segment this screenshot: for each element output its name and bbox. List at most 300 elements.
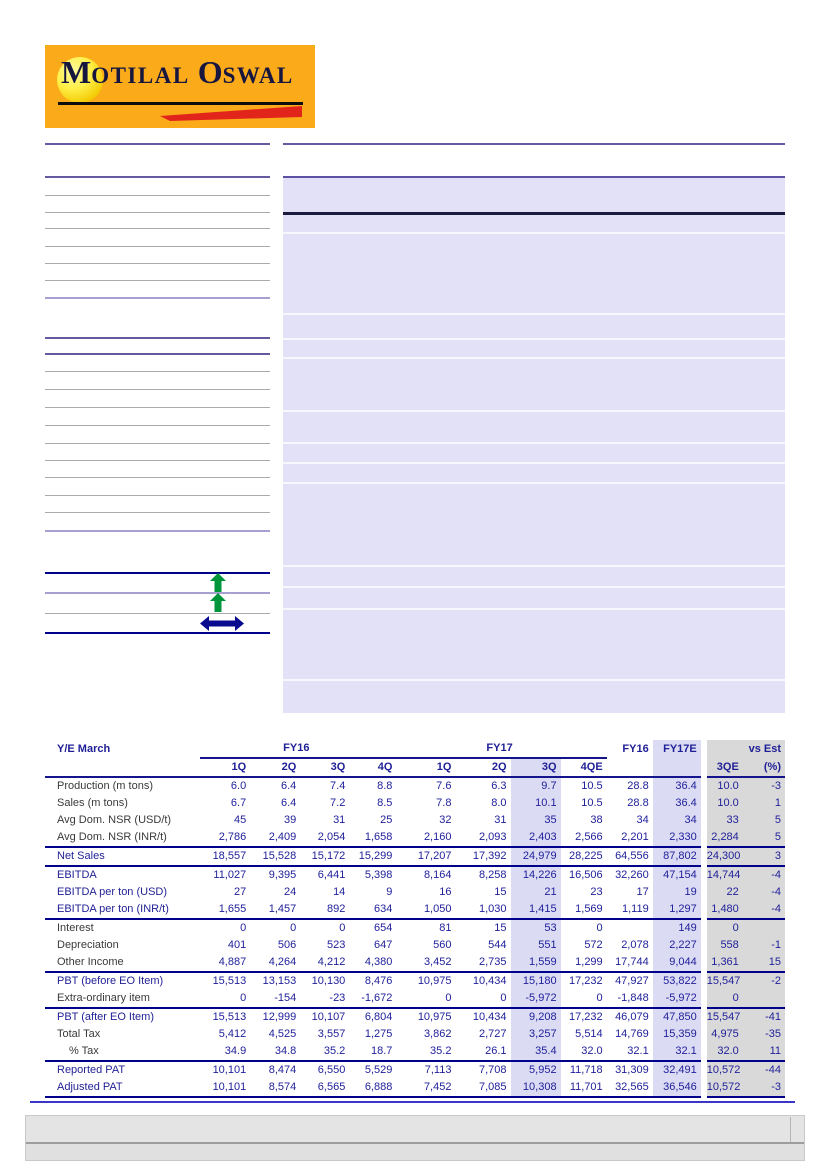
cell-value: 10.5: [581, 780, 603, 792]
placeholder-line: [45, 280, 270, 281]
panel-divider: [283, 608, 785, 610]
placeholder-line: [45, 530, 270, 532]
cell-value: 0: [596, 922, 603, 934]
cell-value: 892: [300, 901, 349, 919]
cell-value: 2,093: [455, 829, 510, 847]
cell-value: 1,030: [455, 901, 510, 919]
panel-divider: [283, 357, 785, 359]
cell-value: 7,085: [455, 1079, 510, 1097]
table-row: [45, 884, 785, 901]
fy16-annual-header: FY16: [622, 742, 649, 755]
cell-value: 32,260: [615, 869, 649, 881]
cell-value: 14: [333, 886, 346, 898]
table-row: [45, 866, 785, 884]
cell-value: 15,359: [653, 1026, 701, 1043]
cell-value: 2,054: [300, 829, 349, 847]
footer-bar-notch: [790, 1117, 791, 1142]
cell-value: 10.0: [707, 795, 743, 812]
cell-value: 1,297: [653, 901, 701, 919]
cell-value: 8.8: [377, 780, 393, 792]
placeholder-line: [45, 495, 270, 496]
cell-value: 14,769: [615, 1028, 649, 1040]
cell-value: 0: [240, 922, 247, 934]
cell-value: -1: [743, 937, 785, 954]
cell-value: 31: [494, 814, 507, 826]
table-row: [45, 1043, 785, 1061]
table-row: [45, 1026, 785, 1043]
cell-value: 4,887: [200, 954, 250, 972]
cell-value: 0: [707, 990, 743, 1008]
cell-value: 560: [433, 939, 452, 951]
cell-value: 32.1: [653, 1043, 701, 1061]
cell-value: 24,979: [511, 847, 561, 866]
cell-value: 7,708: [479, 1064, 507, 1076]
cell-value: 81: [439, 922, 452, 934]
placeholder-line: [283, 143, 785, 145]
cell-value: 544: [488, 939, 507, 951]
cell-value: 28.8: [627, 780, 649, 792]
quarterly-results-table: [45, 740, 785, 1098]
cell-value: 10,130: [311, 975, 346, 987]
indicator-table-top-line: [45, 572, 270, 574]
panel-divider: [283, 410, 785, 412]
cell-value: -5,972: [511, 990, 561, 1008]
cell-value: 4,212: [300, 954, 349, 972]
cell-value: 35.2: [396, 1043, 455, 1061]
cell-value: 32.0: [707, 1043, 743, 1061]
panel-divider: [283, 313, 785, 315]
placeholder-line: [45, 297, 270, 299]
cell-value: 10,434: [472, 1011, 507, 1023]
cell-value: 6,565: [300, 1079, 349, 1097]
cell-value: 10.1: [511, 795, 561, 812]
cell-value: 7,113: [424, 1064, 452, 1076]
est-pct-header: (%): [743, 758, 785, 777]
cell-value: 1,275: [364, 1028, 393, 1040]
table-row: [45, 777, 785, 795]
cell-value: 0: [200, 990, 250, 1008]
cell-value: 5: [743, 812, 785, 829]
cell-value: 10,107: [311, 1011, 346, 1023]
cell-value: 15,547: [707, 972, 743, 990]
cell-value: -23: [300, 990, 349, 1008]
quarter-header: 3Q: [300, 758, 349, 777]
cell-value: 2,160: [396, 829, 455, 847]
panel-divider: [283, 462, 785, 464]
table-row: [45, 847, 785, 866]
logo-letter-m: M: [61, 54, 92, 90]
cell-value: 1,050: [396, 901, 455, 919]
cell-value: 0: [290, 922, 297, 934]
footer-rule-line: [30, 1101, 795, 1103]
panel-divider-dark: [283, 212, 785, 215]
cell-value: 15,172: [300, 847, 349, 866]
cell-value: 523: [326, 939, 346, 951]
logo-text-swal: SWAL: [222, 63, 294, 88]
cell-value: 19: [653, 884, 701, 901]
cell-value: 32,491: [653, 1061, 701, 1079]
cell-value: 17,207: [396, 847, 455, 866]
cell-value: 0: [339, 922, 346, 934]
cell-value: 7,452: [396, 1079, 455, 1097]
placeholder-line: [45, 477, 270, 478]
cell-value: 8,476: [364, 975, 393, 987]
cell-value: -35: [743, 1026, 785, 1043]
quarter-header: 1Q: [396, 758, 455, 777]
logo-underline: [58, 102, 303, 105]
cell-value: 2,201: [607, 829, 653, 847]
row-label: % Tax: [45, 1043, 200, 1061]
placeholder-line: [45, 337, 270, 339]
cell-value: 5,398: [364, 869, 393, 881]
empty-header-cell: [607, 758, 653, 777]
cell-value: 2,403: [511, 829, 561, 847]
cell-value: 1,569: [561, 901, 607, 919]
cell-value: 1,658: [349, 829, 396, 847]
cell-value: 3,257: [511, 1026, 561, 1043]
placeholder-line: [45, 613, 270, 614]
row-label: Other Income: [45, 954, 200, 972]
cell-value: 15: [494, 922, 507, 934]
row-label: EBITDA: [57, 869, 97, 881]
fy17e-header: FY17E: [653, 740, 701, 758]
cell-value: 551: [511, 937, 561, 954]
cell-value: 10,975: [417, 1011, 452, 1023]
row-label: Total Tax: [57, 1028, 101, 1040]
cell-value: -4: [743, 901, 785, 919]
cell-value: 6,441: [317, 869, 346, 881]
cell-value: 9,044: [653, 954, 701, 972]
cell-value: 7.2: [330, 797, 346, 809]
cell-value: 558: [707, 937, 743, 954]
cell-value: 15,180: [511, 972, 561, 990]
row-label: EBITDA per ton (USD): [57, 886, 168, 898]
cell-value: 15,547: [707, 1008, 743, 1026]
cell-value: 1,480: [707, 901, 743, 919]
cell-value: 24: [284, 886, 297, 898]
cell-value: 1,299: [561, 954, 607, 972]
cell-value: 7.8: [436, 797, 452, 809]
cell-value: 3: [743, 847, 785, 866]
logo-letter-o: O: [197, 54, 223, 90]
cell-value: 1,655: [200, 901, 250, 919]
row-label: PBT (after EO Item): [57, 1011, 154, 1023]
cell-value: 2,727: [479, 1028, 507, 1040]
cell-value: -1,672: [349, 990, 396, 1008]
cell-value: [743, 990, 785, 1008]
indicator-table-bottom-line: [45, 632, 270, 634]
cell-value: 24,300: [707, 847, 743, 866]
cell-value: -3: [743, 1079, 785, 1097]
row-label: Extra-ordinary item: [45, 990, 200, 1008]
table-row: [45, 954, 785, 972]
cell-value: 6.4: [280, 780, 297, 792]
cell-value: 8,258: [479, 869, 507, 881]
cell-value: 27: [233, 886, 247, 898]
table-row: [45, 829, 785, 847]
row-label: Net Sales: [45, 847, 200, 866]
table-header-row-groups: [45, 740, 785, 758]
row-label: Sales (m tons): [57, 797, 128, 809]
placeholder-line: [45, 212, 270, 213]
cell-value: 9,395: [268, 869, 297, 881]
cell-value: 1,119: [607, 901, 653, 919]
placeholder-line: [45, 176, 270, 178]
placeholder-line: [45, 512, 270, 513]
row-label: Avg Dom. NSR (INR/t): [45, 829, 200, 847]
cell-value: -154: [250, 990, 300, 1008]
cell-value: 4,525: [268, 1028, 297, 1040]
cell-value: 15: [494, 886, 507, 898]
cell-value: 4,975: [707, 1026, 743, 1043]
placeholder-line: [45, 143, 270, 145]
ye-march-header: Y/E March: [57, 742, 111, 755]
cell-value: 46,079: [615, 1011, 649, 1023]
cell-value: 16,506: [569, 869, 603, 881]
empty-header-cell: [45, 758, 200, 777]
cell-value: 3,557: [317, 1028, 346, 1040]
cell-value: 6,804: [364, 1011, 393, 1023]
cell-value: 34.9: [200, 1043, 250, 1061]
placeholder-line: [45, 371, 270, 372]
cell-value: 87,802: [653, 847, 701, 866]
row-label: Reported PAT: [57, 1064, 126, 1076]
logo-wordmark: [61, 54, 294, 91]
cell-value: 32: [439, 814, 452, 826]
placeholder-line: [45, 228, 270, 229]
motilal-oswal-logo: [45, 45, 315, 128]
cell-value: 39: [284, 814, 297, 826]
footer-bar-lower: [26, 1144, 804, 1160]
cell-value: 15,513: [212, 975, 247, 987]
cell-value: 7.4: [330, 780, 346, 792]
placeholder-line: [45, 460, 270, 461]
placeholder-line: [45, 592, 270, 594]
table-row: [45, 1079, 785, 1097]
cell-value: 8.0: [491, 797, 507, 809]
cell-value: 2,078: [621, 939, 649, 951]
cell-value: -41: [743, 1008, 785, 1026]
cell-value: 32,565: [607, 1079, 653, 1097]
table-row: [45, 901, 785, 919]
cell-value: -4: [743, 884, 785, 901]
cell-value: 14,744: [707, 866, 743, 884]
footer-bar: [25, 1115, 805, 1161]
row-label: EBITDA per ton (INR/t): [45, 901, 200, 919]
cell-value: 17,232: [569, 975, 603, 987]
cell-value: 28.8: [627, 797, 649, 809]
cell-value: 21: [511, 884, 561, 901]
cell-value: 32.0: [561, 1043, 607, 1061]
cell-value: 0: [707, 919, 743, 937]
cell-value: -1,848: [607, 990, 653, 1008]
cell-value: 11,701: [561, 1079, 607, 1097]
cell-value: 6.4: [280, 797, 297, 809]
cell-value: 3,862: [423, 1028, 452, 1040]
cell-value: 53: [511, 919, 561, 937]
quarter-header: 4QE: [561, 758, 607, 777]
cell-value: 634: [349, 901, 396, 919]
cell-value: 8,474: [268, 1064, 297, 1076]
placeholder-line: [45, 353, 270, 355]
cell-value: 1,457: [250, 901, 300, 919]
cell-value: 15,299: [349, 847, 396, 866]
panel-divider: [283, 679, 785, 681]
cell-value: -4: [743, 866, 785, 884]
cell-value: [743, 919, 785, 937]
cell-value: 36.4: [653, 795, 701, 812]
cell-value: 47,927: [615, 975, 649, 987]
cell-value: 2,735: [455, 954, 510, 972]
cell-value: 17,392: [455, 847, 510, 866]
fy16-group-header: FY16: [200, 740, 396, 758]
cell-value: 11,027: [213, 869, 247, 881]
cell-value: 11: [743, 1043, 785, 1061]
fy17-group-header: FY17: [396, 740, 606, 758]
table-row: [45, 1008, 785, 1026]
cell-value: 14,226: [511, 866, 561, 884]
cell-value: 8,164: [423, 869, 452, 881]
cell-value: 2,566: [561, 829, 607, 847]
cell-value: 8,574: [250, 1079, 300, 1097]
panel-divider: [283, 338, 785, 340]
cell-value: 11,718: [569, 1064, 603, 1076]
cell-value: 8.5: [377, 797, 393, 809]
horizontal-double-arrow-icon: [200, 616, 244, 631]
cell-value: 10.5: [581, 797, 603, 809]
cell-value: 45: [233, 814, 247, 826]
cell-value: 5: [743, 829, 785, 847]
placeholder-line: [45, 443, 270, 444]
cell-value: 35.4: [511, 1043, 561, 1061]
placeholder-line: [45, 263, 270, 264]
table-row: [45, 937, 785, 954]
cell-value: 149: [653, 919, 701, 937]
row-label: Avg Dom. NSR (USD/t): [57, 814, 172, 826]
cell-value: 506: [277, 939, 297, 951]
quarter-header: 1Q: [200, 758, 250, 777]
cell-value: -3: [743, 777, 785, 795]
cell-value: 2,284: [707, 829, 743, 847]
cell-value: 15: [743, 954, 785, 972]
cell-value: 0: [455, 990, 510, 1008]
cell-value: 23: [590, 886, 603, 898]
cell-value: 33: [707, 812, 743, 829]
cell-value: 10.0: [707, 777, 743, 795]
cell-value: 0: [561, 990, 607, 1008]
cell-value: 12,999: [262, 1011, 297, 1023]
cell-value: -44: [743, 1061, 785, 1079]
cell-value: 2,330: [653, 829, 701, 847]
panel-divider: [283, 482, 785, 484]
row-label: Interest: [57, 922, 94, 934]
cell-value: 9,208: [511, 1008, 561, 1026]
logo-text-otilal: OTILAL: [91, 63, 190, 88]
vs-est-header: vs Est: [707, 740, 785, 758]
cell-value: 9.7: [511, 777, 561, 795]
cell-value: 18.7: [349, 1043, 396, 1061]
cell-value: 13,153: [262, 975, 297, 987]
placeholder-line: [45, 407, 270, 408]
panel-divider: [283, 442, 785, 444]
cell-value: 9: [386, 886, 393, 898]
cell-value: 10,434: [472, 975, 507, 987]
cell-value: 6.7: [230, 797, 247, 809]
table-row: [45, 972, 785, 990]
cell-value: 5,952: [511, 1061, 561, 1079]
cell-value: 10,101: [200, 1079, 250, 1097]
panel-divider: [283, 565, 785, 567]
cell-value: 4,264: [250, 954, 300, 972]
panel-divider: [283, 232, 785, 234]
cell-value: 10,101: [212, 1064, 247, 1076]
cell-value: 1: [743, 795, 785, 812]
row-label: Production (m tons): [57, 780, 153, 792]
cell-value: 16: [439, 886, 452, 898]
cell-value: 1,361: [707, 954, 743, 972]
cell-value: 0: [396, 990, 455, 1008]
cell-value: -2: [743, 972, 785, 990]
cell-value: 34: [636, 814, 649, 826]
cell-value: 10,308: [511, 1079, 561, 1097]
cell-value: 6,550: [317, 1064, 346, 1076]
est-quarter-header: 3QE: [707, 758, 743, 777]
cell-value: 572: [584, 939, 603, 951]
cell-value: 5,529: [364, 1064, 393, 1076]
cell-value: 6.3: [491, 780, 507, 792]
cell-value: 10,975: [417, 975, 452, 987]
cell-value: 22: [707, 884, 743, 901]
panel-divider: [283, 586, 785, 588]
cell-value: 6,888: [349, 1079, 396, 1097]
cell-value: 6.0: [230, 780, 247, 792]
cell-value: 36,546: [653, 1079, 701, 1097]
quarter-header: 2Q: [250, 758, 300, 777]
placeholder-line: [45, 195, 270, 196]
cell-value: 15,513: [212, 1011, 247, 1023]
cell-value: 5,412: [218, 1028, 247, 1040]
cell-value: 18,557: [200, 847, 250, 866]
cell-value: 3,452: [396, 954, 455, 972]
cell-value: [607, 919, 653, 937]
cell-value: 64,556: [607, 847, 653, 866]
cell-value: 1,559: [511, 954, 561, 972]
cell-value: 32.1: [607, 1043, 653, 1061]
cell-value: 34.8: [250, 1043, 300, 1061]
cell-value: 17,744: [607, 954, 653, 972]
cell-value: 36.4: [653, 777, 701, 795]
placeholder-line: [45, 389, 270, 390]
table-row: [45, 919, 785, 937]
cell-value: 35.2: [300, 1043, 349, 1061]
cell-value: 2,409: [250, 829, 300, 847]
logo-red-swoosh-icon: [160, 106, 302, 122]
cell-value: 7.6: [436, 780, 452, 792]
table-row: [45, 795, 785, 812]
cell-value: 26.1: [455, 1043, 510, 1061]
cell-value: 34: [653, 812, 701, 829]
cell-value: 1,415: [511, 901, 561, 919]
cell-value: 15,528: [250, 847, 300, 866]
row-label: Adjusted PAT: [45, 1079, 200, 1097]
cell-value: 2,786: [200, 829, 250, 847]
cell-value: 654: [374, 922, 393, 934]
cell-value: 47,850: [653, 1008, 701, 1026]
cell-value: 2,227: [653, 937, 701, 954]
cell-value: 17,232: [569, 1011, 603, 1023]
cell-value: -5,972: [653, 990, 701, 1008]
cell-value: 31,309: [615, 1064, 649, 1076]
